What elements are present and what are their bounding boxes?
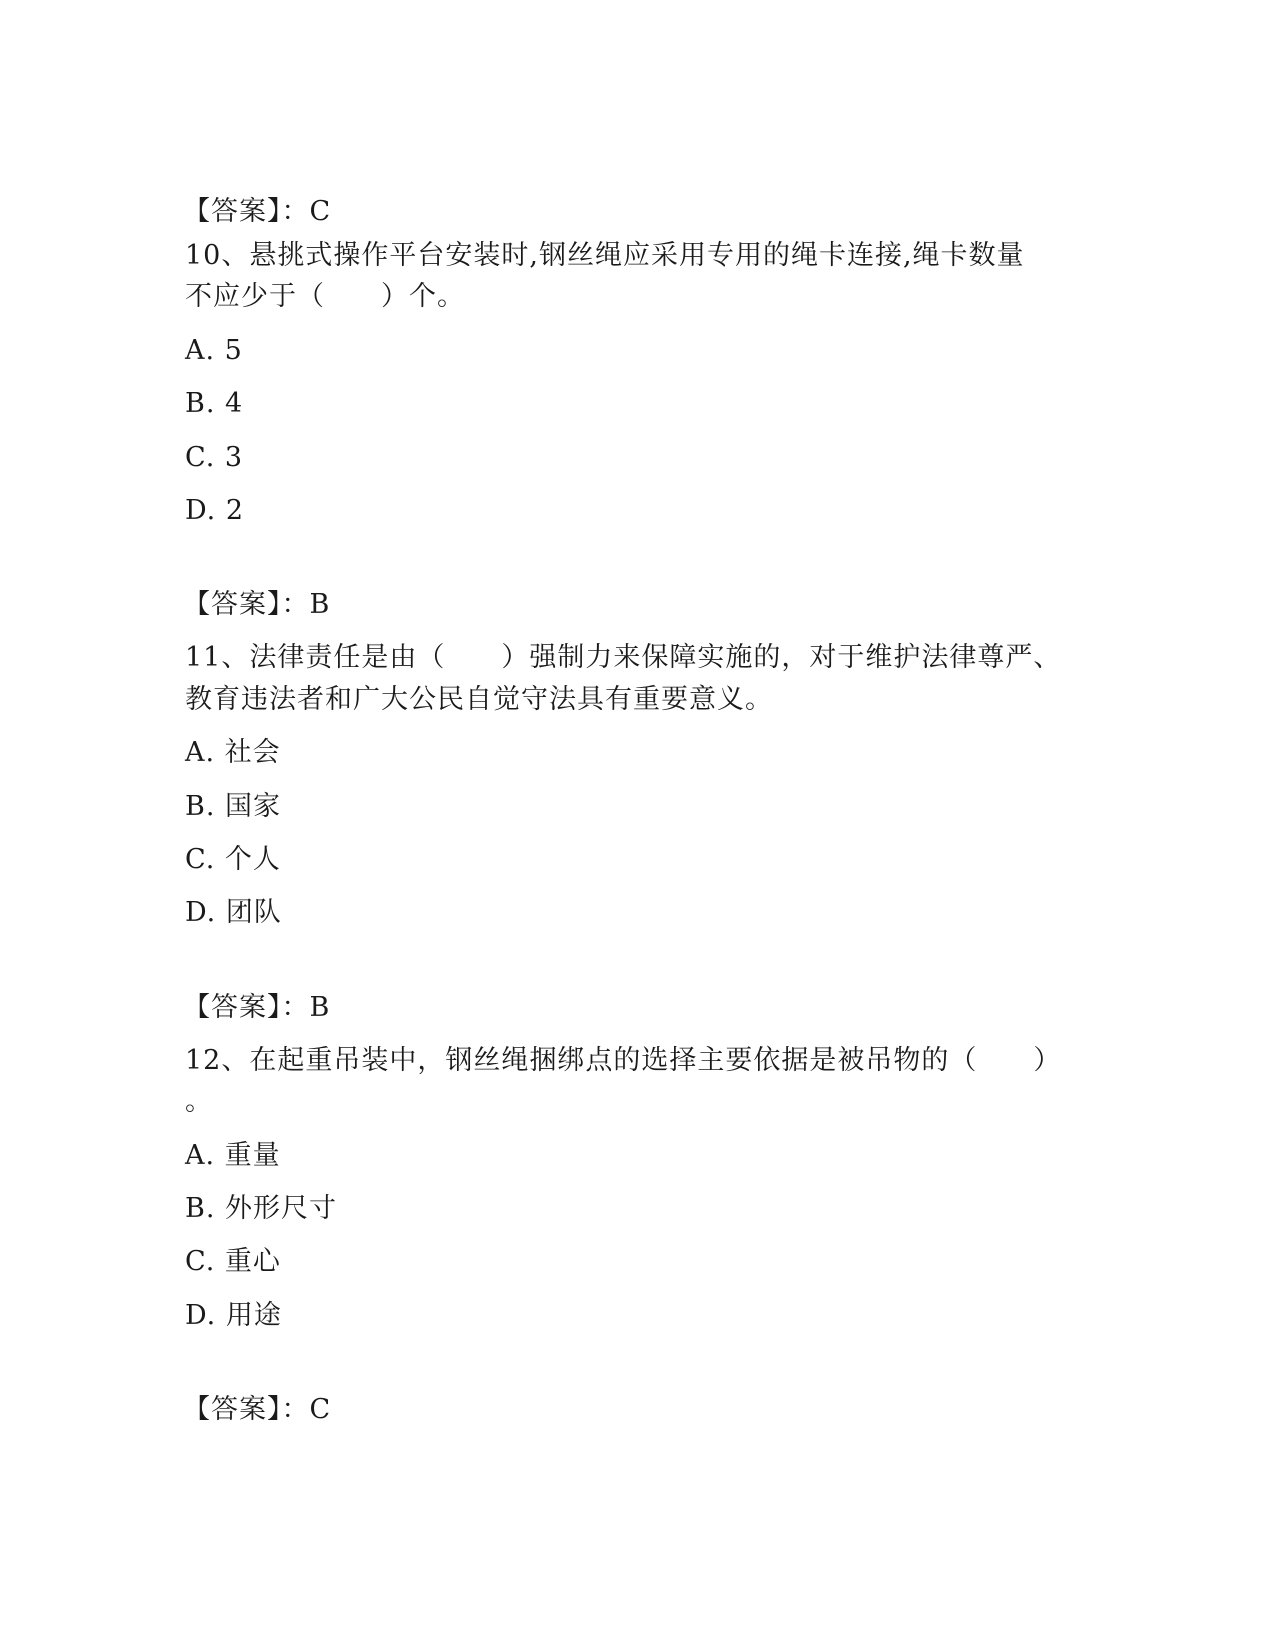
answer-label: 【答案】：: [183, 196, 310, 227]
question-text: 12、在起重吊装中，钢丝绳捆绑点的选择主要依据是被吊物的（ ）: [185, 1045, 1062, 1076]
answer-label: 【答案】：: [183, 589, 310, 620]
answer-value: B: [309, 992, 331, 1023]
option-c: C. 个人: [185, 844, 281, 875]
option-c: C. 重心: [185, 1246, 281, 1277]
answer-label: 【答案】：: [183, 1394, 310, 1425]
question-text: 。: [185, 1086, 213, 1117]
option-b: B. 4: [185, 388, 244, 419]
option-d: D. 用途: [185, 1300, 282, 1331]
option-a: A. 5: [185, 335, 243, 366]
question-text: 不应少于（ ）个。: [185, 281, 465, 312]
option-a: A. 重量: [185, 1140, 281, 1171]
answer-value: B: [309, 589, 331, 620]
answer-value: C: [309, 1394, 332, 1425]
option-a: A. 社会: [185, 737, 281, 768]
answer-line: [183, 1390, 331, 1430]
answer-line: [183, 192, 331, 232]
question-text: 10、悬挑式操作平台安装时,钢丝绳应采用专用的绳卡连接,绳卡数量: [185, 240, 1025, 271]
option-b: B. 外形尺寸: [185, 1193, 338, 1224]
answer-line: [183, 585, 330, 625]
question-text: 教育违法者和广大公民自觉守法具有重要意义。: [185, 684, 773, 715]
option-d: D. 团队: [185, 897, 282, 928]
option-b: B. 国家: [185, 791, 282, 822]
answer-line: [183, 988, 330, 1028]
option-d: D. 2: [185, 495, 245, 526]
answer-label: 【答案】：: [183, 992, 310, 1023]
option-c: C. 3: [185, 442, 244, 473]
question-text: 11、法律责任是由（ ）强制力来保障实施的，对于维护法律尊严、: [185, 642, 1062, 673]
answer-value: C: [309, 196, 332, 227]
